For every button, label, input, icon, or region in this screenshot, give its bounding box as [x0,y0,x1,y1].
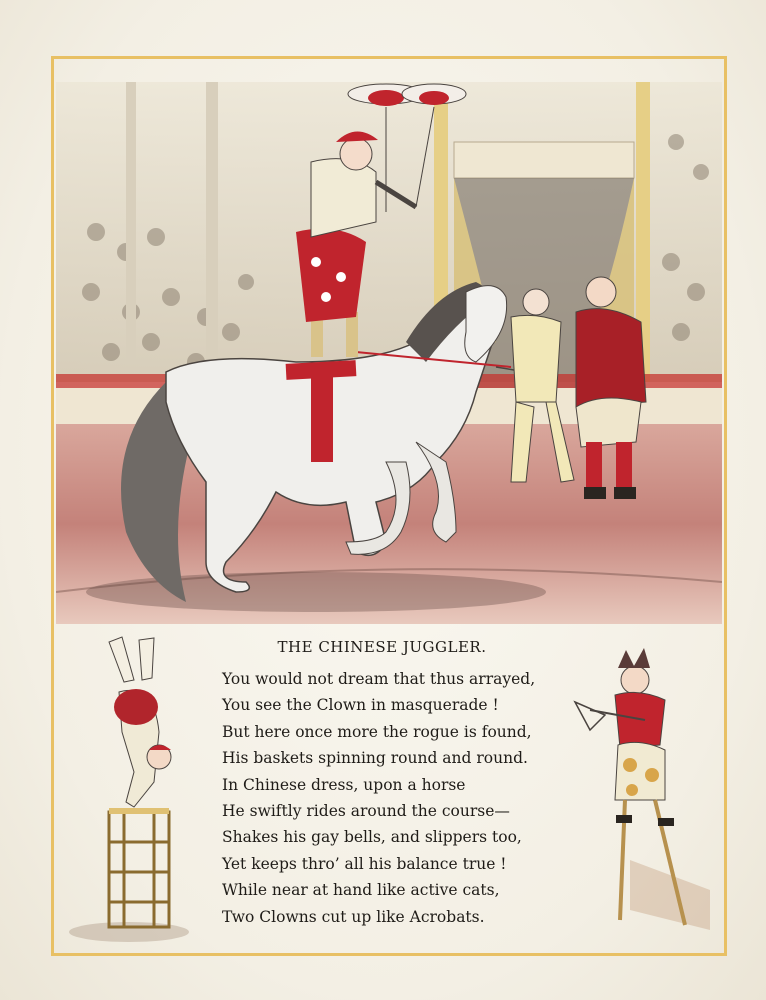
stilts-clown-vignette [570,640,720,940]
poem-line: Two Clowns cut up like Acrobats. [222,907,485,926]
poem-title: THE CHINESE JUGGLER. [277,638,487,656]
poem-line: But here once more the rogue is found, [222,722,532,741]
poem-line: You would not dream that thus arrayed, [222,670,536,688]
clown-on-stilts-image [570,640,720,940]
acrobat-handstand-image [64,632,194,942]
poem-line: His baskets spinning round and round. [222,749,528,768]
poem-line: You see the Clown in masquerade ! [222,696,499,715]
poem-line: While near at hand like active cats, [222,881,500,900]
poem-line: Yet keeps thro’ all his balance true ! [222,854,507,873]
poem-block [222,638,542,930]
circus-ring-image [56,62,722,624]
poem-line: In Chinese dress, upon a horse [222,775,466,794]
main-illustration [56,62,722,624]
poem-line: He swiftly rides around the course— [222,802,510,821]
acrobat-vignette [64,632,194,942]
poem-line: Shakes his gay bells, and slippers too, [222,828,522,847]
